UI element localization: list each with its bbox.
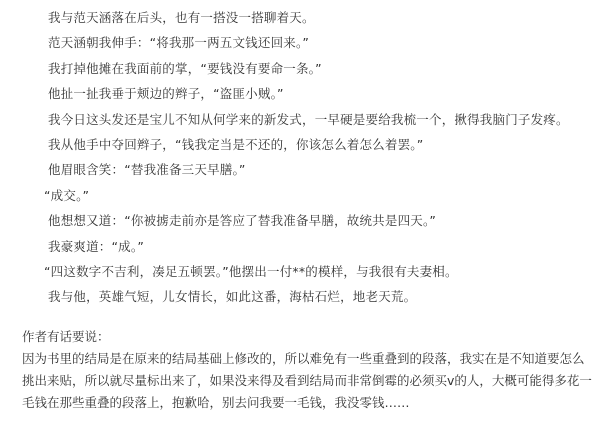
author-note-line: 挑出来贴，所以就尽量标出来了，如果没来得及看到结局而非常倒霉的必须买v的人，大概可能得多花一	[22, 373, 592, 388]
story-paragraph: 他想想又道：“你被掳走前亦是答应了替我准备早膳，故统共是四天。”	[48, 213, 437, 229]
author-note-heading: 作者有话要说：	[22, 329, 110, 344]
story-paragraph: “成交。”	[44, 187, 90, 203]
author-note-line: 毛钱在那些重叠的段落上，抱歉哈，别去问我要一毛钱，我没零钱……	[22, 395, 410, 410]
story-paragraph: 范天涵朝我伸手：“将我那一两五文钱还回来。”	[48, 35, 310, 51]
story-paragraph: 我与范天涵落在后头，也有一搭没一搭聊着天。	[48, 10, 315, 25]
author-note-line: 因为书里的结局是在原来的结局基础上修改的，所以难免有一些重叠到的段落，我实在是不知道要怎么	[22, 351, 585, 366]
story-paragraph: 我从他手中夺回辫子，“钱我定当是不还的，你该怎么着怎么着罢。”	[48, 136, 424, 152]
story-paragraph: 我豪爽道：“成。”	[48, 238, 145, 254]
story-paragraph: 我今日这头发还是宝儿不知从何学来的新发式，一早硬是要给我梳一个，揪得我脑门子发疼。	[48, 111, 569, 127]
story-paragraph: “四这数字不吉利，凑足五顿罢。”他摆出一付**的模样，与我很有夫妻相。	[44, 263, 458, 279]
story-paragraph: 我打掉他摊在我面前的掌，“要钱没有要命一条。”	[48, 60, 322, 76]
story-paragraph: 他眉眼含笑：“替我准备三天早膳。”	[48, 162, 246, 178]
story-text	[0, 5, 600, 310]
author-note-section	[0, 326, 600, 414]
story-paragraph: 我与他，英雄气短，儿女情长，如此这番，海枯石烂，地老天荒。	[48, 289, 417, 305]
story-paragraph: 他扯一扯我垂于颊边的辫子，“盗匪小贼。”	[48, 86, 284, 102]
author-note-body	[0, 348, 600, 414]
